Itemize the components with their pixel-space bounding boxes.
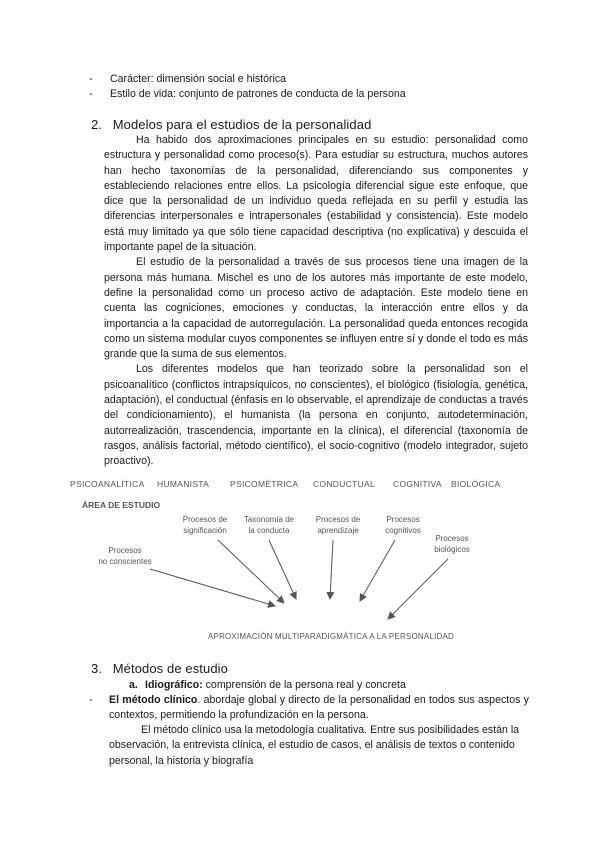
section-2-heading [91,116,371,133]
label-significacion-l1: Procesos de [182,515,228,524]
bullet-dash: - [89,694,93,706]
label-biologicos-l1: Procesos [435,534,469,543]
figure-footer: APROXIMACIÓN MULTIPARADIGMÁTICA A LA PERSONALIDAD [208,632,455,641]
arrow-aprendizaje [330,540,333,599]
label-biologicos-l2: biológicos [434,545,470,554]
clinic-text: . abordaje global y directo de la personalidad en todos sus aspectos y contextos, permitiendo la profundización en la persona. [109,694,529,722]
subsection-bold: Idiográfico: [145,679,203,691]
clinic-paragraph [109,723,529,769]
header-cognitiva: COGNITIVA [393,479,442,489]
arrow-no-conscientes [150,569,275,606]
paragraph: El método clínico usa la metodología cualitativa. Entre sus posibilidades están la observación, la entrevista clínica, el estudio de casos, el análisis de textos o contenido personal, la historia y biografía [109,724,520,767]
label-aprendizaje-l1: Procesos de [315,515,361,524]
header-biologica: BIOLÓGICA [451,479,501,489]
section-3-heading [91,660,228,677]
header-humanista: HUMANISTA [157,479,210,489]
section-number: 3. [91,661,103,676]
header-psicoanalitica: PSICOANALÍTICA [70,479,145,489]
label-taxonomia-l2: la conducta [248,526,290,535]
arrow-taxonomia [269,540,296,599]
section-title: Modelos para el estudios de la personalidad [112,117,372,132]
models-diagram [70,473,530,648]
label-cognitivos-l2: cognitivos [385,526,421,535]
label-cognitivos-l1: Procesos [386,515,420,524]
subsection-text: comprensión de la persona real y concreta [202,679,406,691]
paragraph: El estudio de la personalidad a través de sus procesos tiene una imagen de la persona más humana. Mischel es uno de los autores más importante de este modelo, define la personalidad como un proceso activo de adaptación. Este modelo tiene en cuenta las cogniciones, emociones y conductas, la interacción entre ellos y da importancia a la capacidad de autorregulación. La personalidad queda entonces recogida como un sistema modular cuyos componentes se influyen entre sí y donde el todo es más grande que la suma de sus elementos. [104,256,528,361]
diagram-svg [70,473,530,648]
subsection-idiografico [129,678,406,693]
clinic-bold: El método clínico [109,694,198,706]
subsection-label: a. [129,679,138,691]
label-no-conscientes-l1: Procesos [108,546,142,555]
paragraph: Los diferentes modelos que han teorizado sobre la personalidad son el psicoanalítico (conflictos intrapsíquicos, no conscientes), el biológico (fisiología, genética, adaptación), el conductual (énfasis en lo observable, el aprendizaje de conductas a través del condicionamiento), el humanista (la persona en conjunto, autodeterminación, autorrealización, trascendencia, importante en la clínica), el diferencial (taxonomía de rasgos, análisis factorial, método científico), el socio-cognitivo (modelo integrador, sujeto proactivo). [104,363,528,468]
paragraph: Ha habido dos aproximaciones principales en su estudio: personalidad como estructura y personalidad como proceso(s). Para estudiar su estructura, muchos autores han hecho taxonomías de la personalidad, diferenciando sus componentes y estableciendo relaciones entre ellos. La psicología diferencial sigue este enfoque, que dice que la personalidad de un individuo queda reflejada en su perfil y estudia las diferencias interpersonales e intrapersonales (estabilidad y consistencia). Este modelo está muy limitado ya que sólo tiene capacidad descriptiva (no explicativa) y descuida el importante papel de la situación. [104,134,528,254]
label-taxonomia-l1: Taxonomía de [243,515,295,524]
bullet-text: Carácter: dimensión social e histórica [110,73,287,85]
arrow-cognitivos [360,540,395,601]
bullet-dash: - [89,88,93,100]
section-title: Métodos de estudio [112,661,228,676]
section-2-body [104,133,528,470]
label-no-conscientes-l2: no conscientes [98,557,152,566]
arrow-significacion [218,540,284,603]
bullet-text: Estilo de vida: conjunto de patrones de conducta de la persona [110,88,406,100]
label-aprendizaje-l2: aprendizaje [317,526,359,535]
header-psicometrica: PSICOMÉTRICA [230,479,299,489]
header-conductual: CONDUCTUAL [313,479,376,489]
area-de-estudio-label: ÁREA DE ESTUDIO [82,500,161,510]
label-significacion-l2: significación [183,526,227,535]
section-number: 2. [91,117,103,132]
arrow-biologicos [388,559,448,619]
bullet-dash: - [89,73,93,85]
